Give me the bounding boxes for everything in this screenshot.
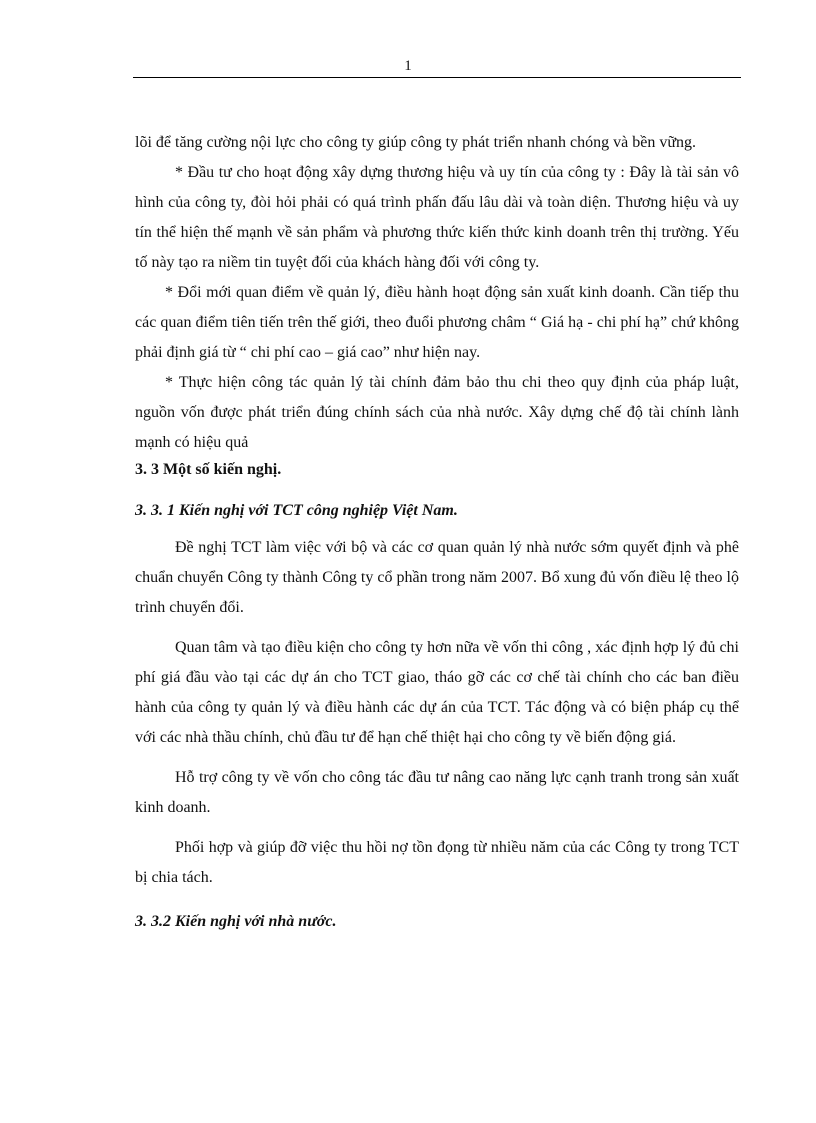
paragraph-financial-management: * Thực hiện công tác quản lý tài chính đảm bảo thu chi theo quy định của pháp luật, nguồn vốn được phát triển đúng chính sách của nhà nước. Xây dựng chế độ tài chính lành mạnh có hiệu quả [135,374,739,451]
paragraph-management-reform: * Đổi mới quan điểm về quản lý, điều hành hoạt động sản xuất kinh doanh. Cần tiếp thu các quan điểm tiên tiến trên thế giới, theo đuổi phương châm “ Giá hạ - chi phí hạ” chứ không phải định giá từ “ chi phí cao – giá cao” như hiện nay. [135,284,739,361]
paragraph-tct-investment: Hỗ trợ công ty về vốn cho công tác đầu tư nâng cao năng lực cạnh tranh trong sản xuất kinh doanh. [135,769,739,816]
subsection-heading-tct: 3. 3. 1 Kiến nghị với TCT công nghiệp Việt Nam. [135,502,458,519]
paragraph-tct-equitization: Đề nghị TCT làm việc với bộ và các cơ quan quản lý nhà nước sớm quyết định và phê chuẩn chuyển Công ty thành Công ty cổ phần trong năm 2007. Bổ xung đủ vốn điều lệ theo lộ trình chuyển đổi. [135,539,739,616]
header-rule [133,77,741,78]
paragraph-tct-capital: Quan tâm và tạo điều kiện cho công ty hơn nữa về vốn thi công , xác định hợp lý đủ chi phí giá đầu vào tại các dự án cho TCT giao, tháo gỡ các cơ chế tài chính cho các ban điều hành của công ty quản lý và điều hành các dự án của TCT. Tác động và có biện pháp cụ thể với các nhà thầu chính, chủ đầu tư để hạn chế thiệt hại cho công ty về biến động giá. [135,639,739,746]
page-number: 1 [404,58,412,74]
subsection-heading-state: 3. 3.2 Kiến nghị với nhà nước. [135,913,337,930]
paragraph-brand-investment: * Đầu tư cho hoạt động xây dựng thương hiệu và uy tín của công ty : Đây là tài sản vô hình của công ty, đòi hỏi phải có quá trình phấn đấu lâu dài và toàn diện. Thương hiệu và uy tín thể hiện thế mạnh về sản phẩm và phương thức kiến thức kinh doanh trên thị trường. Yếu tố này tạo ra niềm tin tuyệt đối của khách hàng đối với công ty. [135,164,739,271]
paragraph-continuation: lõi để tăng cường nội lực cho công ty giúp công ty phát triển nhanh chóng và bền vững. [135,134,697,151]
section-heading: 3. 3 Một số kiến nghị. [135,461,282,478]
paragraph-tct-debt: Phối hợp và giúp đỡ việc thu hồi nợ tồn đọng từ nhiều năm của các Công ty trong TCT bị chia tách. [135,839,739,886]
document-body [135,128,739,934]
